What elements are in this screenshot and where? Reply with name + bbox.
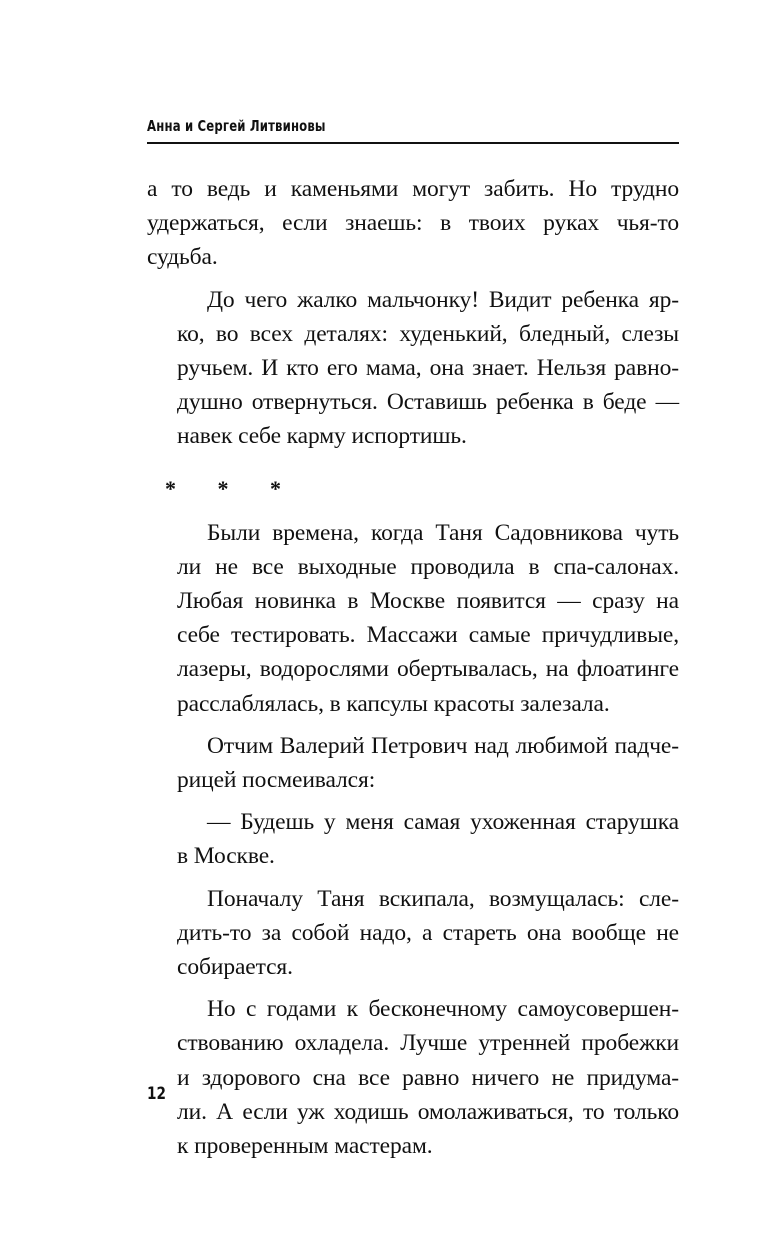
- text-line: ручьем. И кто его мама, она знает. Нельзя равно-: [177, 355, 679, 382]
- text-line: ли не все выходные проводила в спа-салонах.: [177, 553, 679, 580]
- text-line: а то ведь и каменьями могут забить. Но трудно: [147, 176, 679, 202]
- text-line: и здорового сна все равно ничего не придума-: [177, 1064, 679, 1091]
- text-line: душно отвернуться. Оставишь ребенка в беде —: [177, 389, 679, 416]
- paragraph: [147, 805, 679, 873]
- paragraph: [147, 729, 679, 797]
- text-line: ли. А если уж ходишь омолаживаться, то только: [177, 1098, 679, 1125]
- text-line: — Будешь у меня самая ухоженная старушка: [207, 809, 679, 836]
- text-line: Любая новинка в Москве появится — сразу на: [177, 588, 679, 615]
- paragraph: [147, 283, 679, 454]
- running-head: [147, 112, 679, 144]
- text-line: ствованию охладела. Лучше утренней пробежки: [177, 1030, 679, 1057]
- text-line: Но с годами к бесконечному самоусовершен-: [207, 996, 679, 1023]
- text-line: До чего жалко мальчонку! Видит ребенка яр-: [207, 286, 679, 313]
- text-line: навек себе карму испортишь.: [177, 423, 467, 450]
- text-line: лазеры, водорослями обертывалась, на флоатинге: [177, 656, 679, 683]
- page-number: 12: [147, 1084, 166, 1104]
- text-after-break: [147, 516, 679, 1164]
- section-break-asterisks: * * *: [165, 475, 299, 501]
- paragraph: [147, 992, 679, 1163]
- text-line: удержаться, если знаешь: в твоих руках чья-то: [147, 210, 679, 237]
- text-line: Поначалу Таня вскипала, возмущалась: сле-: [207, 885, 679, 912]
- text-line: собирается.: [177, 954, 293, 981]
- text-line: дить-то за собой надо, а стареть она вообще не: [177, 919, 679, 946]
- text-line: Отчим Валерий Петрович над любимой падче-: [207, 732, 679, 759]
- text-line: расслаблялась, в капсулы красоты залезала.: [177, 690, 610, 717]
- text-line: себе тестировать. Массажи самые причудливые,: [177, 622, 679, 649]
- text-line: к проверенным мастерам.: [177, 1133, 433, 1160]
- body-text: [147, 172, 679, 1171]
- running-head-author: Анна и Сергей Литвиновы: [147, 117, 326, 135]
- paragraph: [147, 516, 679, 721]
- book-page: [147, 0, 679, 1240]
- paragraph: [147, 172, 679, 275]
- text-line: в Москве.: [177, 843, 275, 870]
- text-line: Были времена, когда Таня Садовникова чуть: [207, 519, 679, 546]
- paragraph: [147, 882, 679, 985]
- text-line: судьба.: [147, 244, 218, 271]
- text-line: рицей посмеивался:: [177, 767, 376, 794]
- text-before-break: [147, 172, 679, 454]
- text-line: ко, во всех деталях: худенький, бледный, слезы: [177, 320, 679, 347]
